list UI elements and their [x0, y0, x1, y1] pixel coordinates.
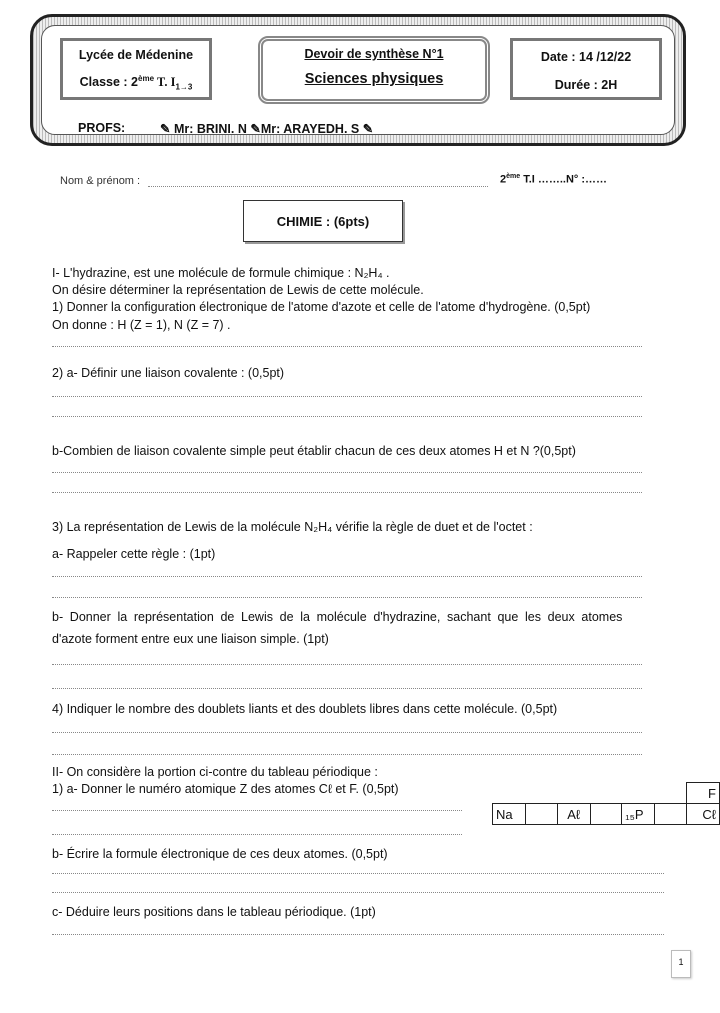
part2-intro: II- On considère la portion ci-contre du tableau périodique :	[52, 765, 378, 779]
question-3b-cont: d'azote forment entre eux une liaison simple. (1pt)	[52, 632, 329, 646]
question-2a: 2) a- Définir une liaison covalente : (0,5pt)	[52, 366, 285, 380]
answer-line[interactable]	[52, 810, 462, 811]
question-4: 4) Indiquer le nombre des doublets liants et des doublets libres dans cette molécule. (0,5pt)	[52, 702, 558, 716]
question-2b: b-Combien de liaison covalente simple peut établir chacun de ces deux atomes H et N ?(0,5pt)	[52, 444, 576, 458]
profs-label: PROFS:	[78, 121, 126, 135]
element-p: ₁₅P	[622, 804, 655, 825]
school-name: Lycée de Médenine	[78, 48, 194, 62]
pen-icon: ✎	[359, 122, 374, 136]
answer-line[interactable]	[52, 834, 462, 835]
student-class[interactable]: 2ème T.I ……..N° :……	[500, 173, 608, 186]
question-3: 3) La représentation de Lewis de la molécule N₂H₄ vérifie la règle de duet et de l'octet :	[52, 520, 533, 534]
question-3a: a- Rappeler cette règle : (1pt)	[52, 547, 216, 561]
part1-intro: I- L'hydrazine, est une molécule de formule chimique : N₂H₄ .	[52, 266, 390, 280]
question-3b: b- Donner la représentation de Lewis de la molécule d'hydrazine, sachant que les deux atomes	[52, 610, 623, 624]
answer-line[interactable]	[52, 416, 642, 417]
date-box	[510, 38, 662, 100]
element-al: Aℓ	[557, 804, 590, 825]
profs-line: ✎ Mr: BRINI. N ✎Mr: ARAYEDH. S ✎	[160, 122, 374, 136]
pen-icon: ✎	[246, 122, 261, 136]
element-empty	[526, 804, 558, 825]
part2-question-1b: b- Écrire la formule électronique de ces deux atomes. (0,5pt)	[52, 847, 388, 861]
element-cl: Cℓ	[687, 804, 720, 825]
answer-line[interactable]	[52, 472, 642, 473]
element-empty	[655, 804, 687, 825]
element-empty	[590, 804, 622, 825]
date: Date : 14 /12/22	[540, 50, 632, 64]
class-info: Classe : 2ème T. $I_{1\to 3}$	[79, 74, 193, 92]
question-1: 1) Donner la configuration électronique de l'atome d'azote et celle de l'atome d'hydrogène. (0,5pt)	[52, 300, 591, 314]
part2-question-1a: 1) a- Donner le numéro atomique Z des atomes Cℓ et F. (0,5pt)	[52, 782, 399, 796]
answer-line[interactable]	[52, 492, 642, 493]
answer-line[interactable]	[52, 892, 664, 893]
element-f: F	[687, 783, 720, 804]
periodic-table-portion	[492, 782, 720, 825]
part1-intro2: On désire déterminer la représentation de Lewis de cette molécule.	[52, 283, 424, 297]
answer-line[interactable]	[52, 664, 642, 665]
name-label: Nom & prénom :	[60, 175, 141, 187]
duration: Durée : 2H	[554, 78, 618, 92]
answer-line[interactable]	[52, 576, 642, 577]
subject: Sciences physiques	[304, 71, 444, 87]
answer-line[interactable]	[52, 688, 642, 689]
section-title: CHIMIE : (6pts)	[243, 200, 403, 242]
answer-line[interactable]	[52, 873, 664, 874]
pen-icon: ✎	[160, 122, 174, 136]
name-field[interactable]	[148, 186, 488, 187]
element-na: Na	[493, 804, 526, 825]
part2-question-1c: c- Déduire leurs positions dans le tableau périodique. (1pt)	[52, 905, 376, 919]
answer-line[interactable]	[52, 346, 642, 347]
answer-line[interactable]	[52, 597, 642, 598]
answer-line[interactable]	[52, 396, 642, 397]
answer-line[interactable]	[52, 732, 642, 733]
question-1-data: On donne : H (Z = 1), N (Z = 7) .	[52, 318, 231, 332]
title-box	[258, 36, 490, 104]
answer-line[interactable]	[52, 934, 664, 935]
school-box	[60, 38, 212, 100]
page-number: 1	[671, 950, 691, 978]
exam-title: Devoir de synthèse N°1	[304, 47, 444, 61]
answer-line[interactable]	[52, 754, 642, 755]
